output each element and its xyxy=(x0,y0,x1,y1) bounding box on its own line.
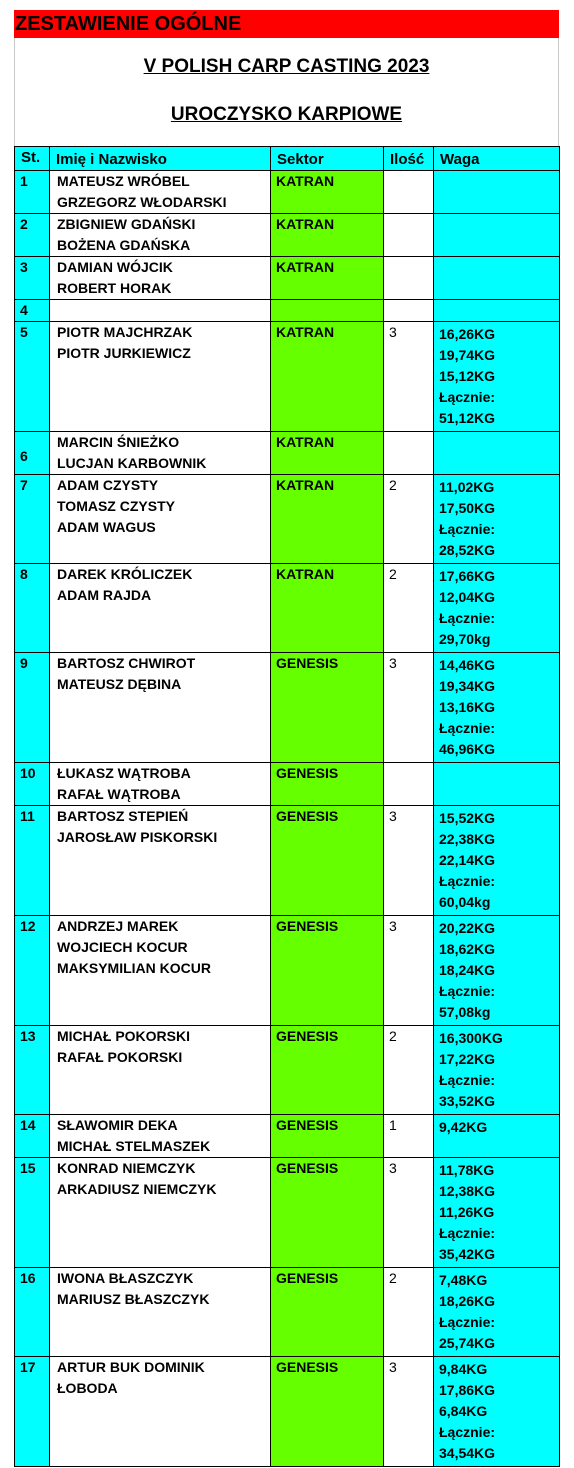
weight-value: 11,02KG xyxy=(439,479,495,495)
count-cell xyxy=(384,763,434,806)
sector-cell: GENESIS xyxy=(271,763,384,806)
participant-name: PIOTR MAJCHRZAK xyxy=(57,324,193,340)
row-number-text: 13 xyxy=(20,1028,36,1044)
count-cell: 3 xyxy=(384,916,434,1026)
participant-name: DAMIAN WÓJCIK xyxy=(57,259,173,275)
participant-name: BOŻENA GDAŃSKA xyxy=(57,237,191,253)
participant-name: GRZEGORZ WŁODARSKI xyxy=(57,194,227,210)
sector-cell: KATRAN xyxy=(271,432,384,475)
participant-names xyxy=(50,475,271,564)
participant-name: BARTOSZ CHWIROT xyxy=(57,655,196,671)
sector-cell: KATRAN xyxy=(271,171,384,214)
row-number-text: 2 xyxy=(20,216,28,232)
weight-value: 25,74KG xyxy=(439,1335,496,1351)
row-number-text: 11 xyxy=(20,808,35,824)
row-number xyxy=(15,1158,50,1268)
weight-cell xyxy=(434,1026,560,1115)
participant-names xyxy=(50,214,271,257)
weight-value: 6,84KG xyxy=(439,1403,488,1419)
participant-name: WOJCIECH KOCUR xyxy=(57,939,188,955)
participant-name: ADAM RAJDA xyxy=(57,587,152,603)
weight-value: 17,86KG xyxy=(439,1382,496,1398)
participant-names xyxy=(50,1026,271,1115)
table-row xyxy=(15,257,560,300)
weight-value: 16,300KG xyxy=(439,1030,503,1046)
participant-name: KONRAD NIEMCZYK xyxy=(57,1160,196,1176)
weight-value: 19,34KG xyxy=(439,678,496,694)
results-table xyxy=(14,146,560,1467)
table-row xyxy=(15,1026,560,1115)
table-row xyxy=(15,1357,560,1467)
weight-cell xyxy=(434,171,560,214)
weight-value: Łącznie: xyxy=(439,521,496,537)
weight-value: 18,26KG xyxy=(439,1293,496,1309)
weight-value: 46,96KG xyxy=(439,741,496,757)
participant-name: ARTUR BUK DOMINIK xyxy=(57,1359,205,1375)
header-weight: Waga xyxy=(434,147,560,171)
sector-cell: KATRAN xyxy=(271,214,384,257)
weight-value: 14,46KG xyxy=(439,657,496,673)
row-number xyxy=(15,1268,50,1357)
weight-cell xyxy=(434,763,560,806)
weight-cell xyxy=(434,564,560,653)
weight-value: 15,12KG xyxy=(439,368,496,384)
sheet-banner: ZESTAWIENIE OGÓLNE xyxy=(14,10,559,38)
weight-value: 12,38KG xyxy=(439,1183,496,1199)
competition-title: V POLISH CARP CASTING 2023 xyxy=(143,56,430,77)
participant-names xyxy=(50,300,271,322)
sector-cell xyxy=(271,300,384,322)
weight-cell xyxy=(434,1158,560,1268)
row-number xyxy=(15,300,50,322)
count-cell xyxy=(384,257,434,300)
weight-value: Łącznie: xyxy=(439,1314,496,1330)
weight-value: Łącznie: xyxy=(439,983,496,999)
row-number xyxy=(15,1357,50,1467)
participant-name: PIOTR JURKIEWICZ xyxy=(57,345,191,361)
count-cell xyxy=(384,432,434,475)
participant-name: SŁAWOMIR DEKA xyxy=(57,1117,178,1133)
table-row xyxy=(15,432,560,475)
weight-value: Łącznie: xyxy=(439,720,496,736)
row-number xyxy=(15,653,50,763)
row-number-text: 6 xyxy=(20,448,28,464)
row-number-text: 16 xyxy=(20,1270,36,1286)
title-block xyxy=(14,38,559,146)
weight-value: 12,04KG xyxy=(439,589,496,605)
weight-value: 9,42KG xyxy=(439,1119,488,1135)
row-number-text: 12 xyxy=(20,918,36,934)
row-number xyxy=(15,322,50,432)
header-name: Imię i Nazwisko xyxy=(50,147,271,171)
participant-names xyxy=(50,1115,271,1158)
row-number-text: 8 xyxy=(20,566,28,582)
weight-value: 28,52KG xyxy=(439,542,496,558)
weight-value: 11,26KG xyxy=(439,1204,495,1220)
sector-cell: KATRAN xyxy=(271,322,384,432)
participant-name: MICHAŁ STELMASZEK xyxy=(57,1138,211,1154)
participant-name: ADAM WAGUS xyxy=(57,519,156,535)
weight-value: 57,08kg xyxy=(439,1004,491,1020)
row-number-text: 10 xyxy=(20,765,36,781)
count-cell: 3 xyxy=(384,653,434,763)
sector-cell: GENESIS xyxy=(271,1158,384,1268)
row-number xyxy=(15,1026,50,1115)
count-cell xyxy=(384,214,434,257)
table-row xyxy=(15,322,560,432)
row-number-text: 7 xyxy=(20,477,28,493)
weight-cell xyxy=(434,653,560,763)
count-cell: 3 xyxy=(384,806,434,916)
weight-value: 19,74KG xyxy=(439,347,496,363)
weight-cell xyxy=(434,1357,560,1467)
row-number-text: 14 xyxy=(20,1117,36,1133)
count-cell xyxy=(384,300,434,322)
weight-value: 51,12KG xyxy=(439,410,496,426)
participant-name: ROBERT HORAK xyxy=(57,280,172,296)
participant-name: RAFAŁ POKORSKI xyxy=(57,1049,183,1065)
sector-cell: KATRAN xyxy=(271,564,384,653)
participant-names xyxy=(50,916,271,1026)
count-cell: 3 xyxy=(384,322,434,432)
weight-cell xyxy=(434,214,560,257)
sector-cell: GENESIS xyxy=(271,806,384,916)
participant-names xyxy=(50,653,271,763)
weight-value: 22,38KG xyxy=(439,831,496,847)
row-number xyxy=(15,475,50,564)
weight-value: Łącznie: xyxy=(439,1424,496,1440)
row-number xyxy=(15,432,50,475)
weight-value: 22,14KG xyxy=(439,852,496,868)
weight-value: Łącznie: xyxy=(439,1072,496,1088)
count-cell: 3 xyxy=(384,1357,434,1467)
participant-names xyxy=(50,432,271,475)
row-number xyxy=(15,214,50,257)
weight-cell xyxy=(434,257,560,300)
table-row xyxy=(15,916,560,1026)
participant-names xyxy=(50,171,271,214)
count-cell: 2 xyxy=(384,475,434,564)
weight-value: 17,50KG xyxy=(439,500,496,516)
participant-names xyxy=(50,564,271,653)
weight-value: 35,42KG xyxy=(439,1246,496,1262)
table-row xyxy=(15,214,560,257)
participant-name: MARIUSZ BŁASZCZYK xyxy=(57,1291,210,1307)
participant-name: IWONA BŁASZCZYK xyxy=(57,1270,194,1286)
weight-value: 17,66KG xyxy=(439,568,496,584)
weight-value: 18,24KG xyxy=(439,962,496,978)
participant-name: ANDRZEJ MAREK xyxy=(57,918,179,934)
participant-names xyxy=(50,1268,271,1357)
weight-value: 17,22KG xyxy=(439,1051,496,1067)
row-number xyxy=(15,564,50,653)
venue-title: UROCZYSKO KARPIOWE xyxy=(170,104,403,125)
participant-name: BARTOSZ STEPIEŃ xyxy=(57,808,189,824)
row-number xyxy=(15,763,50,806)
participant-name: TOMASZ CZYSTY xyxy=(57,498,175,514)
table-row xyxy=(15,300,560,322)
weight-value: 7,48KG xyxy=(439,1272,488,1288)
row-number-text: 17 xyxy=(20,1359,36,1375)
count-cell: 2 xyxy=(384,564,434,653)
weight-value: 13,16KG xyxy=(439,699,496,715)
weight-value: Łącznie: xyxy=(439,873,496,889)
row-number-text: 5 xyxy=(20,324,28,340)
table-row xyxy=(15,1115,560,1158)
sector-cell: GENESIS xyxy=(271,1268,384,1357)
row-number-text: 3 xyxy=(20,259,28,275)
participant-name: DAREK KRÓLICZEK xyxy=(57,566,193,582)
weight-cell xyxy=(434,1268,560,1357)
table-row xyxy=(15,653,560,763)
participant-name: MATEUSZ DĘBINA xyxy=(57,676,182,692)
weight-value: 60,04kg xyxy=(439,894,491,910)
table-header-row xyxy=(15,147,560,171)
participant-names xyxy=(50,322,271,432)
sector-cell: GENESIS xyxy=(271,1115,384,1158)
row-number-text: 1 xyxy=(20,173,28,189)
sector-cell: GENESIS xyxy=(271,1026,384,1115)
weight-value: Łącznie: xyxy=(439,610,496,626)
sector-cell: GENESIS xyxy=(271,653,384,763)
count-cell: 3 xyxy=(384,1158,434,1268)
participant-names xyxy=(50,763,271,806)
count-cell: 2 xyxy=(384,1268,434,1357)
participant-name: MAKSYMILIAN KOCUR xyxy=(57,960,211,976)
participant-name: ŁOBODA xyxy=(57,1380,118,1396)
row-number xyxy=(15,171,50,214)
row-number-text: 15 xyxy=(20,1160,36,1176)
header-st: St. xyxy=(15,147,50,171)
table-row xyxy=(15,1268,560,1357)
weight-value: Łącznie: xyxy=(439,1225,496,1241)
table-row xyxy=(15,564,560,653)
weight-value: Łącznie: xyxy=(439,389,496,405)
header-count: Ilość xyxy=(384,147,434,171)
table-row xyxy=(15,763,560,806)
participant-name: ŁUKASZ WĄTROBA xyxy=(57,765,191,781)
row-number-text: 9 xyxy=(20,655,28,671)
row-number-text: 4 xyxy=(20,302,28,318)
participant-name: ZBIGNIEW GDAŃSKI xyxy=(57,216,196,232)
count-cell: 1 xyxy=(384,1115,434,1158)
participant-name: ARKADIUSZ NIEMCZYK xyxy=(57,1181,217,1197)
sector-cell: KATRAN xyxy=(271,257,384,300)
participant-name: ADAM CZYSTY xyxy=(57,477,159,493)
weight-value: 33,52KG xyxy=(439,1093,496,1109)
weight-value: 9,84KG xyxy=(439,1361,488,1377)
weight-value: 20,22KG xyxy=(439,920,496,936)
participant-names xyxy=(50,1158,271,1268)
participant-name: MATEUSZ WRÓBEL xyxy=(57,173,190,189)
weight-cell xyxy=(434,300,560,322)
table-row xyxy=(15,171,560,214)
weight-value: 29,70kg xyxy=(439,631,491,647)
participant-names xyxy=(50,1357,271,1467)
weight-value: 34,54KG xyxy=(439,1445,496,1461)
weight-cell xyxy=(434,322,560,432)
count-cell xyxy=(384,171,434,214)
weight-cell xyxy=(434,432,560,475)
weight-value: 18,62KG xyxy=(439,941,496,957)
sector-cell: KATRAN xyxy=(271,475,384,564)
sector-cell: GENESIS xyxy=(271,1357,384,1467)
weight-value: 16,26KG xyxy=(439,326,496,342)
table-row xyxy=(15,475,560,564)
results-sheet xyxy=(14,10,559,1467)
weight-cell xyxy=(434,806,560,916)
row-number xyxy=(15,257,50,300)
participant-name: LUCJAN KARBOWNIK xyxy=(57,455,207,471)
table-row xyxy=(15,1158,560,1268)
weight-cell xyxy=(434,1115,560,1158)
participant-names xyxy=(50,257,271,300)
participant-name: MICHAŁ POKORSKI xyxy=(57,1028,190,1044)
header-sector: Sektor xyxy=(271,147,384,171)
weight-value: 15,52KG xyxy=(439,810,496,826)
participant-name: RAFAŁ WĄTROBA xyxy=(57,786,181,802)
row-number xyxy=(15,1115,50,1158)
participant-name: JAROSŁAW PISKORSKI xyxy=(57,829,218,845)
weight-value: 11,78KG xyxy=(439,1162,495,1178)
sector-cell: GENESIS xyxy=(271,916,384,1026)
count-cell: 2 xyxy=(384,1026,434,1115)
row-number xyxy=(15,806,50,916)
participant-names xyxy=(50,806,271,916)
table-row xyxy=(15,806,560,916)
row-number xyxy=(15,916,50,1026)
participant-name: MARCIN ŚNIEŻKO xyxy=(57,434,180,450)
weight-cell xyxy=(434,916,560,1026)
weight-cell xyxy=(434,475,560,564)
